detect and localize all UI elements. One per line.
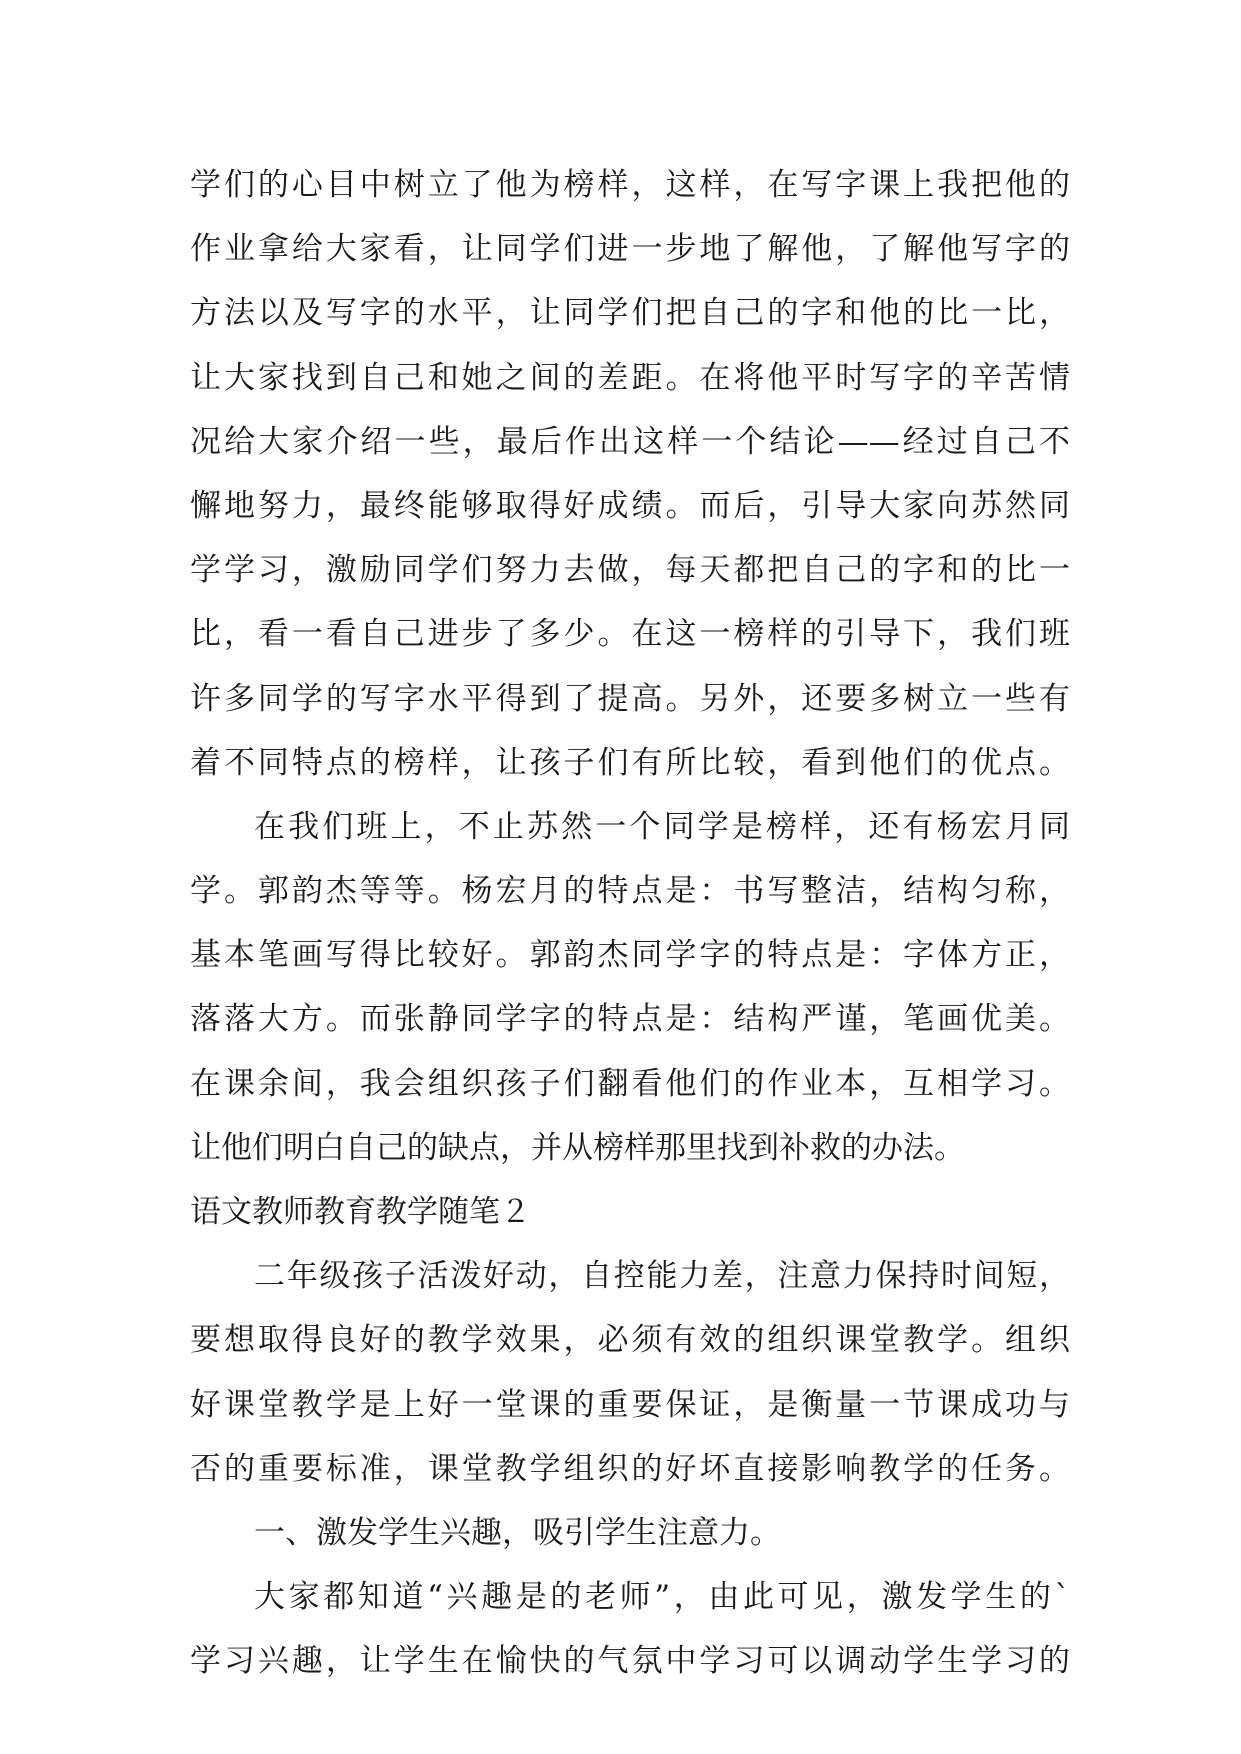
paragraph-line: 着不同特点的榜样，让孩子们有所比较，看到他们的优点。 <box>190 744 1070 781</box>
paragraph-line: 在课余间，我会组织孩子们翻看他们的作业本，互相学习。 <box>190 1065 1070 1102</box>
paragraph-line: 否的重要标准，课堂教学组织的好坏直接影响教学的任务。 <box>190 1450 1070 1487</box>
paragraph-line: 落落大方。而张静同学字的特点是：结构严谨，笔画优美。 <box>190 1001 1070 1038</box>
paragraph-line: 况给大家介绍一些，最后作出这样一个结论——经过自己不 <box>190 423 1070 460</box>
paragraph-first-line: 二年级孩子活泼好动，自控能力差，注意力保持时间短， <box>254 1258 1070 1295</box>
subheading-line: 一、激发学生兴趣，吸引学生注意力。 <box>254 1514 781 1551</box>
paragraph-line: 许多同学的写字水平得到了提高。另外，还要多树立一些有 <box>190 680 1070 717</box>
paragraph-line: 学习兴趣，让学生在愉快的气氛中学习可以调动学生学习的 <box>190 1643 1070 1680</box>
paragraph-line: 懈地努力，最终能够取得好成绩。而后，引导大家向苏然同 <box>190 487 1070 524</box>
section-heading: 语文教师教育教学随笔２ <box>190 1194 531 1230</box>
paragraph-line: 让大家找到自己和她之间的差距。在将他平时写字的辛苦情 <box>190 359 1070 396</box>
paragraph-line: 比，看一看自己进步了多少。在这一榜样的引导下，我们班 <box>190 616 1070 653</box>
paragraph-line: 作业拿给大家看，让同学们进一步地了解他，了解他写字的 <box>190 231 1070 268</box>
paragraph-first-line: 在我们班上，不止苏然一个同学是榜样，还有杨宏月同 <box>254 808 1070 845</box>
paragraph-line: 好课堂教学是上好一堂课的重要保证，是衡量一节课成功与 <box>190 1386 1070 1423</box>
paragraph-line: 学。郭韵杰等等。杨宏月的特点是：书写整洁，结构匀称， <box>190 873 1070 910</box>
paragraph-last-line: 让他们明白自己的缺点，并从榜样那里找到补救的办法。 <box>190 1129 965 1166</box>
paragraph-line: 学们的心目中树立了他为榜样，这样，在写字课上我把他的 <box>190 167 1070 203</box>
document-page <box>190 153 1070 1694</box>
paragraph-first-line: 大家都知道“兴趣是的老师”，由此可见，激发学生的` <box>254 1579 1070 1616</box>
paragraph-line: 方法以及写字的水平，让同学们把自己的字和他的比一比， <box>190 295 1070 332</box>
paragraph-line: 要想取得良好的教学效果，必须有效的组织课堂教学。组织 <box>190 1322 1070 1359</box>
paragraph-line: 学学习，激励同学们努力去做，每天都把自己的字和的比一 <box>190 552 1070 589</box>
paragraph-line: 基本笔画写得比较好。郭韵杰同学字的特点是：字体方正， <box>190 937 1070 974</box>
